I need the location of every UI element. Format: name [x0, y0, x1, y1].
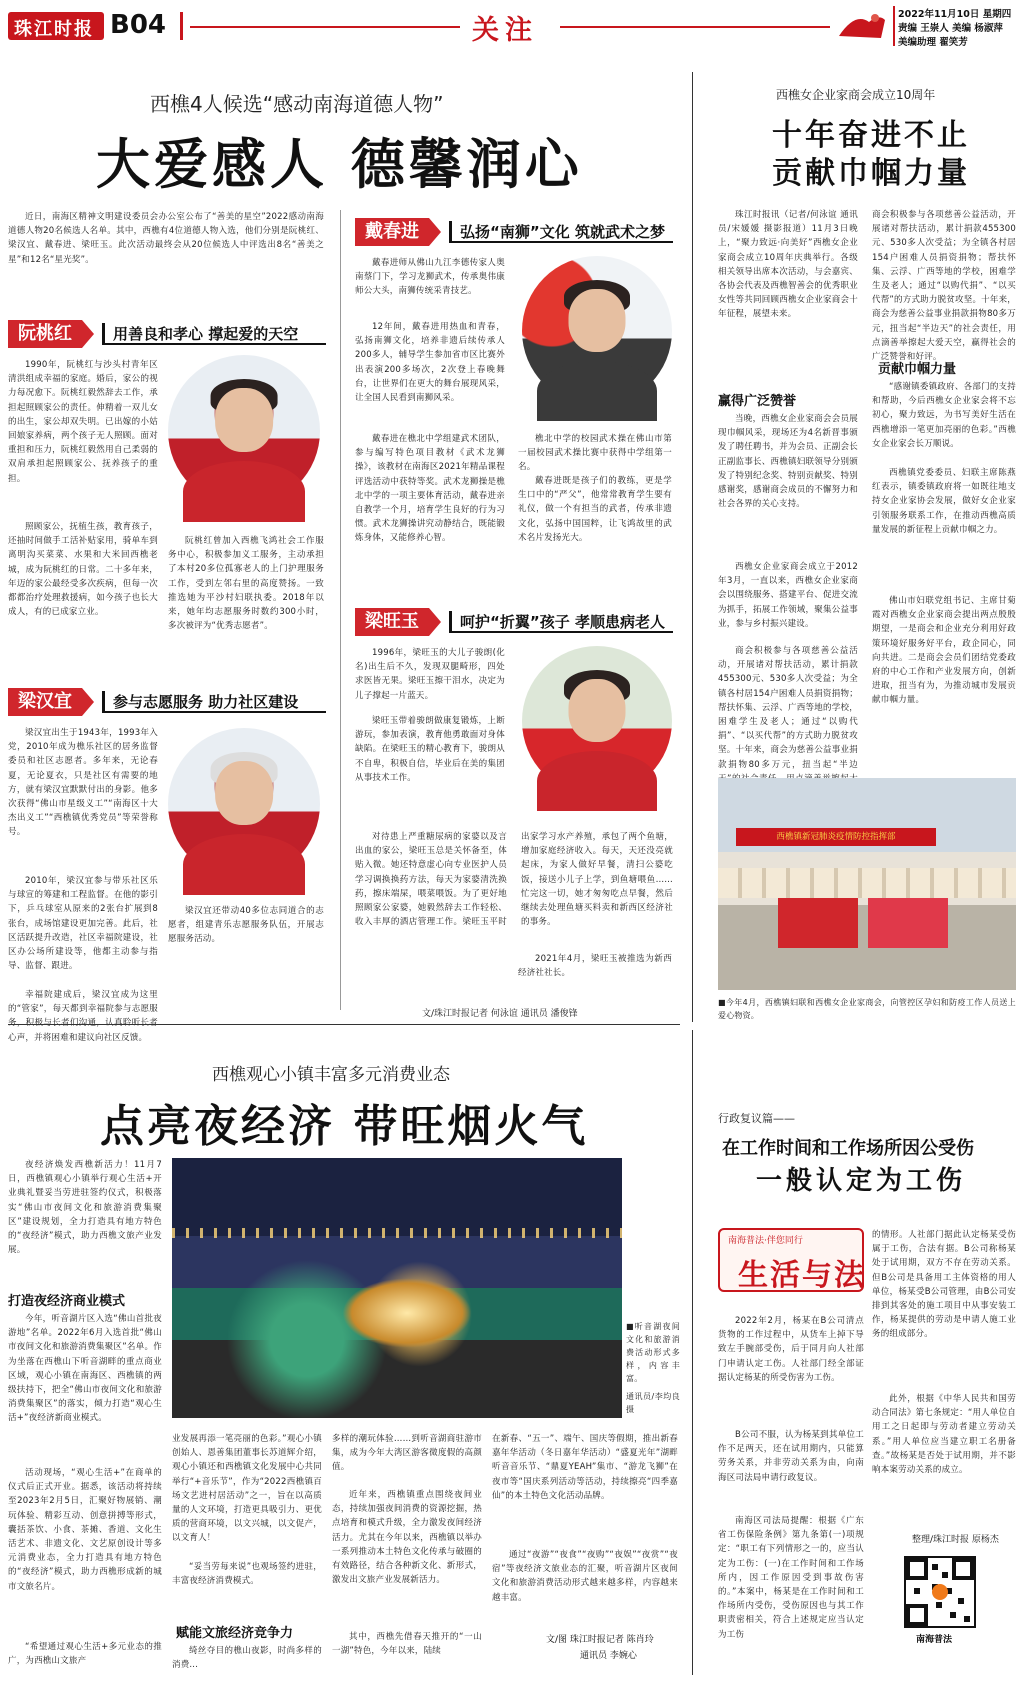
law-logo-top: 南海普法·伴您同行: [728, 1236, 803, 1246]
story2-headline-line2: 贡献巾帼力量: [772, 156, 970, 191]
story2-photo: [718, 778, 1016, 990]
profile-liangwangyu-header: [355, 608, 673, 636]
story3-text: 多样的潮玩体验……到听音湖商驻游市集，成为今年大湾区游客微度假的高颜值。: [332, 1434, 482, 1473]
profile-text: 阮桃红曾加入西樵飞鸿社会工作服务中心，积极参加义工服务，主动承担了本村20多位孤寡老人的上门护理服务工作，受到左邻右里的高度赞扬。一致推选她为平沙村妇联执委。2018年以来，她年均志愿服务时数约300小时，多次被评为“优秀志愿者”。: [168, 536, 324, 632]
community-logo-icon: [835, 8, 889, 44]
editors-assistant: 美编助理 翟笑芳: [898, 37, 968, 48]
story2-kicker: 西樵女企业家商会成立10周年: [776, 88, 936, 102]
qr-code-icon: [906, 1558, 974, 1626]
community-logo: [835, 8, 889, 44]
editors: 责编 王崇人 美编 杨淑萍: [898, 23, 1003, 34]
story2-photo-caption: ■今年4月，西樵镇妇联和西樵女企业家商会，向管控区孕妇和防疫工作人员送上爱心物资。: [718, 998, 1016, 1020]
rule-right: [560, 26, 830, 28]
column-divider: [692, 1030, 693, 1675]
qr-label: 南海普法: [916, 1635, 953, 1645]
profile-slogan: 用善良和孝心 撑起爱的天空: [102, 323, 326, 345]
profile-text: 对待患上严重糖尿病的家婆以及言出血的家公，梁旺玉总是关怀备至，体贴入微。她还特意虚心向专业医护人员学习调换换药方法，每天为家婆清洗换药，擦床端屎，喂菜喂饭。为了更好地照顾家公家婆，她毅然辞去工作轻松、收入丰厚的酒店管理工作。梁旺玉平时出家学习水产养殖，承包了两个鱼塘，增加家庭经济收入。每天，天还没亮就起床，为家人做好早餐，清扫公婆吃饭，接送小儿子上学，到鱼塘喂鱼……忙完这一切，她才匆匆吃点早餐，然后继续去处理鱼塘买料卖和新西区经济社的事务。: [355, 832, 673, 928]
profile-name: 梁旺玉: [355, 608, 429, 636]
profile-text: 2021年4月，梁旺玉被推选为新西经济社社长。: [518, 954, 672, 979]
profile-text: 樵北中学的校园武术操在佛山市第一届校园武术操比赛中获得中学组第一名。: [518, 434, 672, 473]
paper-name: 珠江时报: [14, 19, 94, 40]
qr-code[interactable]: [904, 1556, 976, 1628]
story3-subhead: 打造夜经济商业模式: [8, 1294, 126, 1309]
story3-headline: 点亮夜经济 带旺烟火气: [100, 1101, 589, 1152]
section-title: 关注: [472, 15, 538, 46]
story3-subhead: 赋能文旅经济竞争力: [176, 1626, 294, 1641]
photo-boxes: [718, 868, 1016, 898]
story4-kicker: 行政复议篇——: [718, 1112, 795, 1125]
profile-text: 幸福院建成后，梁汉宜成为这里的“管家”，每天都到幸福院参与志愿服 心声，并将困难和建议向社区反馈。: [8, 990, 158, 1043]
story3-lead: 夜经济焕发西樵新活力！11月7日，西樵镇观心小镇举行观心生活+开业典礼暨妥当劳进驻签约仪式，积极落实“佛山市夜间文化和旅游消费集聚区”建设规划，全力打造具有地方特色的“夜经济”模式，助力西樵文旅产业发展。: [8, 1160, 162, 1256]
portrait-liangwangyu: [522, 646, 672, 796]
story3-byline-2: 通讯员 李婉心: [580, 1651, 637, 1661]
portrait-ruantaohong: [168, 355, 320, 507]
profile-daichunjin-header: [355, 218, 673, 246]
law-column-logo: [718, 1228, 864, 1292]
story2-text: 商会积极参与各项慈善公益活动，开展诸对帮扶活动，累计捐款455300元、530多人次受益；为全镇各村居154户困难人员捐资捐物；帮扶怀集、云浮、广西等地的学校，困难学生及老人；通过“以购代捐”、“以买代帮”的方式助力脱贫攻坚。十年来，商会为慈善公益事业捐款捐物80多万元，扭当起“半边: [718, 646, 858, 770]
story2-subhead: 赢得广泛赞誉: [718, 394, 797, 409]
story4-text: 南海区司法局提醒：根据《广东省工伤保险条例》第九条第(一)项规定：“职工有下列情形之一的，应当认定为工伤：(一)在工作时间和工作场所内，因工作原因受到事故伤害的。”本案中，杨某是在工作时间和工作场所内受伤，受伤原因也与其工作职责密相关，符合上述规定应当认定为工伤: [718, 1516, 864, 1640]
portrait-lianghanyi: [168, 728, 320, 880]
story4-text: 2022年2月，杨某在B公司清点货物的工作过程中，从货车上掉下导致左手腕部受伤，后于同月向人社部门申请认定工伤。人社部门经全部证据认定杨某的所受伤害为工伤。: [718, 1316, 864, 1383]
profile-name: 梁汉宜: [8, 688, 82, 716]
profile-text: 照顾家公，抚植生孩，教育孩子，还抽时间做手工活补贴家用，骑单车到离明沟买菜菜、水果和大米回西樵老城，成为阮桃红的日常。二十多年来，年迈的家公最经受多次疾病，但每一次都都治疗处理救援病，如今孩子也长大成人，有的已成家立业。: [8, 522, 158, 618]
story1-byline: 文/珠江时报记者 何泳谊 通讯员 潘俊锋: [422, 1009, 578, 1019]
portrait-daichunjin: [522, 256, 672, 406]
profile-text: 戴春进既是孩子们的教练，更是学生口中的“严父”，他常常教育学生要有礼仪，做一个有担当的武者，传承非遗文化，弘扬中国国粹，让飞鸿故里的武术名片发扬光大。: [518, 476, 672, 543]
profile-ruantaohong-header: [8, 320, 326, 348]
story2-text: 当晚，西樵女企业家商会会员展现巾帼风采，现场还为4名新晋事颁发了聘任聘书，并为会员、正副会长正副监事长、西樵镇妇联领导分别颁发了特别纪念奖、特别贡献奖、特别感谢奖，感谢商会成员的不懈努力和社会各界的关心支持。: [718, 414, 858, 510]
story4-headline-line2: 一般认定为工伤: [756, 1166, 967, 1196]
masthead-divider: [180, 12, 183, 40]
story2-text: 佛山市妇联党组书记、主席甘菊霞对西樵女企业家商会提出两点殷殷期望，一是商会和企业充分利用好政策环境好服务好平台，政企同心，同向共进。二是商会会员们团结党委政府的中心工作和产业发展方向，创新进取，扭当有为，为推动城市发展贡献巾帼力量。: [872, 596, 1016, 706]
photo-lights: [172, 1228, 622, 1238]
column-divider: [340, 210, 341, 1010]
profile-slogan: 弘扬“南狮”文化 筑就武术之梦: [449, 221, 673, 243]
column-divider: [692, 72, 693, 1022]
profile-text: 2010年，梁汉宜参与带乐社区乐与球宣的筹建和工程监督。在他的影引下，乒乓球室从原来的2张台扩展到8张台，成场馆建设更加完善。此后，社区活跃提升改造，社区幸福院建设，社区办公场所建设等，他都主动参与指导、监督、跟进。: [8, 876, 158, 972]
paper-logo: [8, 12, 104, 40]
rule-left: [190, 26, 460, 28]
story4-headline-line1: 在工作时间和工作场所因公受伤: [722, 1138, 974, 1159]
profile-slogan: 参与志愿服务 助力社区建设: [102, 691, 326, 713]
profile-text: 戴春进在樵北中学组建武术团队，参与编写特色项目教材《武术龙狮操》，该教材在南海区2021年精品课程评选活动中获特等奖。武术龙狮操是樵北中学的一项主要体育活动，戴春进亲自教学一个月，培育学生良好的行为习惯。武术龙狮操讲究动静结合，既能锻炼身体，又能修养心智。: [355, 434, 505, 544]
profile-text: 戴春进师从佛山九江李德传家人奥南蔡门下，学习龙狮武术，传承奥伟康师公大头，南狮传统采青技艺。: [355, 258, 505, 297]
story1-bottom-rule: [8, 1024, 680, 1025]
profile-text: 1996年，梁旺玉的大儿子骏朗(化名)出生后不久，发现双腿畸形，四处求医皆无果。梁旺玉擦干泪水，决定为儿子撑起一片蓝天。: [355, 648, 505, 701]
story2-text: “感谢镇委镇政府、各部门的支持和帮助，今后西樵女企业家会将不忘初心，聚力致远，为书写美好生活在西樵增添一笔更加亮丽的色彩。”西樵女企业家会长万顺说。: [872, 382, 1016, 449]
profile-slogan: 呵护“折翼”孩子 孝顺患病老人: [449, 611, 673, 633]
story2-headline-line1: 十年奋进不止: [772, 118, 970, 153]
story2-lead: 珠江时报讯（记者/何泳谊 通讯员/宋媛媛 摄影报道）11月3日晚上，“聚力致远·向美好”西樵女企业家商会成立10周年庆典举行。各级相关领导出席本次活动，与会嘉宾、各协会代表及西樵智善会的优秀职业女性等共同回顾西樵女企业家商会十年征程，展望未来。: [718, 210, 858, 320]
story3-photo-caption: ■听音湖夜间文化和旅游消费活动形式多样，内容丰富。: [626, 1322, 680, 1383]
story3-text: 今年，听音湖片区入选“佛山首批夜游地”名单。2022年6月入选首批“佛山市夜间文化和旅游消费集聚区”名单。作为坐落在西樵山下听音湖畔的重点商业区域，观心小镇在南海区、西樵镇的两级扶持下，把全“佛山市夜间文化和旅游消费集聚区”的落实，倾力打造“观心生活+”夜经济新商业模式。: [8, 1314, 162, 1424]
story3-text: 其中，西樵先借春天推开的“一山一湖”特色，今年以来，陆续: [332, 1632, 482, 1657]
issue-date: 2022年11月10日 星期四: [898, 9, 1012, 20]
story1-lead: 近日，南海区精神文明建设委员会办公室公布了“善美的星空”2022感动南海道德人物20名候选人名单。其中，西樵有4位道德人物入选，他们分别是阮桃红、梁汉宜、戴春进、梁旺玉。此次活动最终会从20位候选人中评选出8名“善美之星”和12名“星光奖”。: [8, 212, 324, 265]
story1-kicker: 西樵4人候选“感动南海道德人物”: [150, 92, 444, 116]
story3-text: “妥当劳每来说”也观场签约进驻，丰富夜经济消费模式。: [172, 1562, 322, 1587]
law-logo-main: 生活与法: [738, 1258, 866, 1293]
story3-night-photo: [172, 1158, 622, 1418]
profile-text: 梁旺玉带着骏朗做康复锻炼，上断游玩，参加表演，教育他勇敢面对身体缺陷。在梁旺玉的精心教育下，骏朗从不自卑，积极自信，毕业后在美的集团从事技术工作。: [355, 716, 505, 783]
story4-byline: 整理/珠江时报 原杨杰: [912, 1535, 999, 1545]
story3-photo-credit: 通讯员/李均良 摄: [626, 1392, 680, 1414]
story4-text: B公司不服，认为杨某到其单位工作不足两天，还在试用期内，只能算劳务关系，并非劳动关系为由，向南海区司法局申请行政复议。: [718, 1430, 864, 1483]
profile-text: 梁汉宜出生于1943年，1993年入党，2010年成为樵乐社区的居务监督委员和社区志愿者。多年来，无论春夏，无论夏衣，只是社区有需要的地方，就有梁汉宜默默付出的身影。他多次获得“佛山市星级义工”“南海区十大杰出义工”“西樵镇优秀党员”等荣誉称号。: [8, 728, 158, 838]
story3-text: 业发展再添一笔亮丽的色彩。”观心小镇创始人、恩善集团董事长苏道辉介绍，观心小镇还和西樵镇文化发展中心共同举行“+音乐节”，作为“2022西樵镇百场文艺进村居活动”之一，旨在以高质量的人文环境，打造更具吸引力、更优质的营商环境，以文兴城，以文促产，以文育人！: [172, 1434, 322, 1544]
story2-text: 商会积极参与各项慈善公益活动，开展诸对帮扶活动，累计捐款455300元、530多人次受益；为全镇各村居154户困难人员捐资捐物；帮扶怀集、云浮、广西等地的学校，困难学生及老人；通过“以购代捐”、“以买代帮”的方式助力脱贫攻坚。十年来，商会为慈善公益事业捐款捐物80多万元，扭当起“半边天”的社会责任，用点滴善举擦起大爱天空，赢得社会的广泛赞誉和好评。: [872, 210, 1016, 363]
story2-text: 西樵镇党委委员、妇联主席陈燕红表示，镇委镇政府将一如既往地支持女企业家协会发展，做好女企业家引领服务联系工作，在推动西樵高质量发展的新征程上贡献巾帼之力。: [872, 468, 1016, 535]
story2-text: 西樵女企业家商会成立于2012年3月，一直以来，西樵女企业家商会以围绕服务、搭建平台、促进交流为抓手，拓展工作领域，聚集公益事业，参与乡村振兴建设。: [718, 562, 858, 629]
story3-text: 绮丝夺目的樵山夜影，时尚多样的消费...: [172, 1646, 322, 1671]
photo-banner: 西樵镇新冠肺炎疫情防控指挥部: [736, 828, 936, 846]
profile-text: 1990年，阮桃红与沙头村青年区清洪组成幸福的家庭。婚后，家公的视力每况愈下。阮桃红毅然辞去工作，承担起照顾家公的责任。伸精着一双儿女的出生，家公却双失明。已出嫁的小姑回娘家养病，两个孩子无人照顾。面对重担和压力，阮桃红毅然用自己柔弱的双肩承担起照顾家公、抚养孩子的重担。: [8, 360, 158, 484]
photo-flag: [868, 898, 948, 948]
profile-name: 戴春进: [355, 218, 429, 246]
story2-subhead: 贡献巾帼力量: [878, 362, 957, 377]
story3-kicker: 西樵观心小镇丰富多元消费业态: [212, 1065, 450, 1085]
photo-stage: [342, 1278, 472, 1348]
photo-flag: [778, 898, 858, 948]
story1-headline: 大爱感人 德馨润心: [96, 132, 583, 196]
page-number: B04: [110, 10, 166, 40]
story3-text: 通过“夜游”“夜食”“夜购”“夜娱”“夜赏”“夜宿”等夜经济文旅业态的汇聚，听音湖片区夜间文化和旅游消费活动形式越来越多样，内容越来越丰富。: [492, 1550, 678, 1603]
masthead: [0, 0, 1024, 52]
profile-text: 梁汉宜还带动40多位志同道合的志愿者，组建青乐志愿服务队伍，开展志愿服务活动。: [168, 906, 324, 945]
story4-text: 此外，根据《中华人民共和国劳动合同法》第七条规定：“用人单位自用工之日起即与劳动者建立劳动关系。”用人单位应当建立职工名册备查。”故杨某是否处于试用期，并不影响本案劳动关系的成立。: [872, 1394, 1016, 1476]
story3-text: 在新春、“五一”、端午、国庆等假期，推出新春嘉年华活动（冬日嘉年华活动）“盛夏光年”湖畔听音音乐节、“鼎夏YEAH”集市、“游龙飞狮”在夜市等“国庆系列活动等活动，持续擦亮“四季嘉仙”的本土特色文化活动品牌。: [492, 1434, 678, 1501]
profile-name: 阮桃红: [8, 320, 82, 348]
profile-lianghanyi-header: [8, 688, 326, 716]
story3-text: 近年来，西樵镇重点围绕夜间业态，持续加强夜间消费的资源挖掘，热点培育和模式升级，全力激发夜间经济活力。尤其在今年以来，西樵镇以举办一系列推动本土特色文化传承与破圈的有效路径，结合各种新文化、新形式，激发出文旅产业发展新活力。: [332, 1490, 482, 1586]
masthead-date-rule: [893, 6, 895, 46]
story3-byline: 文/图 珠江时报记者 陈肖玲: [546, 1635, 654, 1645]
profile-text: 12年间，戴春进用热血和青春，弘扬南狮文化，培养非遗后续传承人200多人，辅导学生参加省市区比赛外出表演200多场次，2次登上春晚舞台，让世界们在更大的舞台展现风采，让全国人民看到南狮风采。: [355, 322, 505, 404]
story4-text: 的情形。人社部门据此认定杨某受伤属于工伤，合法有据。B公司称杨某处于试用期，双方不存在劳动关系。但B公司是具备用工主体资格的用人单位，杨某受B公司管理，由B公司安排到其客处的施工项目中从事安装工作，杨某提供的劳动是申请人施工业务的组成部分。: [872, 1230, 1016, 1340]
story3-text: “希望通过观心生活+多元业态的推广，为西樵山文旅产: [8, 1642, 162, 1667]
story3-text: 活动现场，“观心生活+”在商单的仪式后正式开业。据悉，该活动将持续至2023年2月5日，汇聚好物展销、潮玩体验、精彩互动、创意拼搏等形式，囊括茶饮、小食、茶摊、香道、文化生活艺术、非遗文化、文艺原创设计等多元消费业态，全力打造具有地方特色的“夜经济”模式，助力西樵形成新的城市文旅名片。: [8, 1468, 162, 1592]
